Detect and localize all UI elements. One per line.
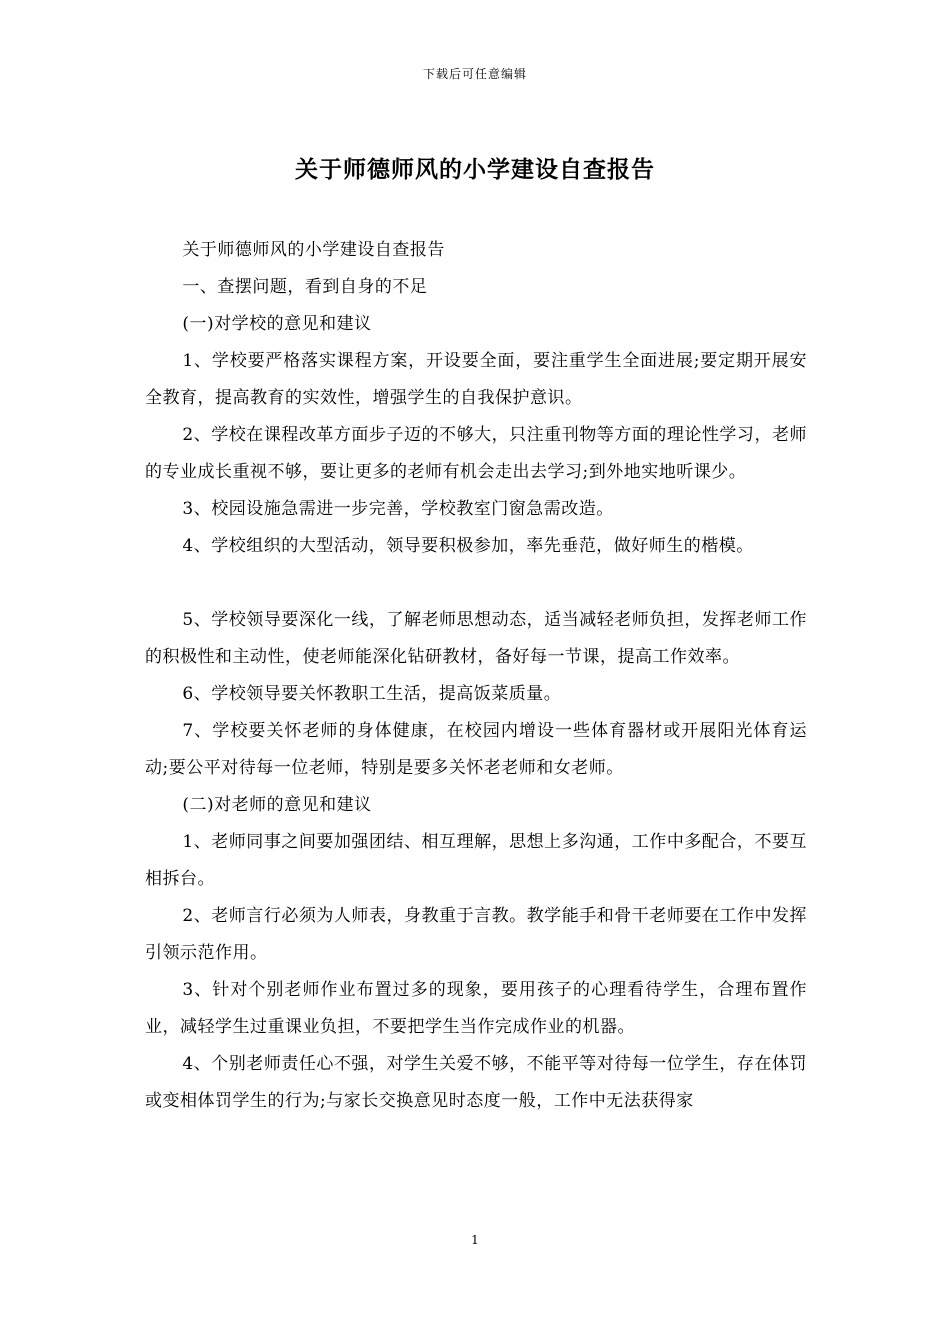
document-body (145, 232, 807, 1120)
paragraph: 3、针对个别老师作业布置过多的现象，要用孩子的心理看待学生，合理布置作业，减轻学生过重课业负担，不要把学生当作完成作业的机器。 (145, 980, 807, 1037)
paragraph: 1、学校要严格落实课程方案，开设要全面，要注重学生全面进展;要定期开展安全教育，提高教育的实效性，增强学生的自我保护意识。 (145, 351, 807, 408)
paragraph: 3、校园设施急需进一步完善，学校教室门窗急需改造。 (182, 499, 614, 519)
document-title: 关于师德师风的小学建设自查报告 (295, 156, 655, 183)
paragraph: 关于师德师风的小学建设自查报告 (182, 240, 445, 260)
subsection-heading: (一)对学校的意见和建议 (182, 314, 372, 334)
paragraph: 4、个别老师责任心不强，对学生关爱不够，不能平等对待每一位学生，存在体罚或变相体罚学生的行为;与家长交换意见时态度一般，工作中无法获得家 (145, 1054, 807, 1111)
paragraph: 2、学校在课程改革方面步子迈的不够大，只注重刊物等方面的理论性学习，老师的专业成长重视不够，要让更多的老师有机会走出去学习;到外地实地听课少。 (145, 425, 807, 482)
paragraph: 2、老师言行必须为人师表，身教重于言教。教学能手和骨干老师要在工作中发挥引领示范作用。 (145, 906, 807, 963)
page-header: 下载后可任意编辑 (422, 67, 527, 81)
section-heading: 一、查摆问题，看到自身的不足 (182, 277, 428, 297)
paragraph: 4、学校组织的大型活动，领导要积极参加，率先垂范，做好师生的楷模。 (182, 536, 754, 556)
paragraph: 5、学校领导要深化一线，了解老师思想动态，适当减轻老师负担，发挥老师工作的积极性和主动性，使老师能深化钻研教材，备好每一节课，提高工作效率。 (145, 610, 807, 667)
paragraph: 1、老师同事之间要加强团结、相互理解，思想上多沟通，工作中多配合，不要互相拆台。 (145, 832, 807, 889)
subsection-heading: (二)对老师的意见和建议 (182, 795, 372, 815)
paragraph: 6、学校领导要关怀教职工生活，提高饭菜质量。 (182, 684, 562, 704)
paragraph: 7、学校要关怀老师的身体健康，在校园内增设一些体育器材或开展阳光体育运动;要公平对待每一位老师，特别是要多关怀老老师和女老师。 (145, 721, 807, 778)
page-number: 1 (471, 1233, 479, 1247)
